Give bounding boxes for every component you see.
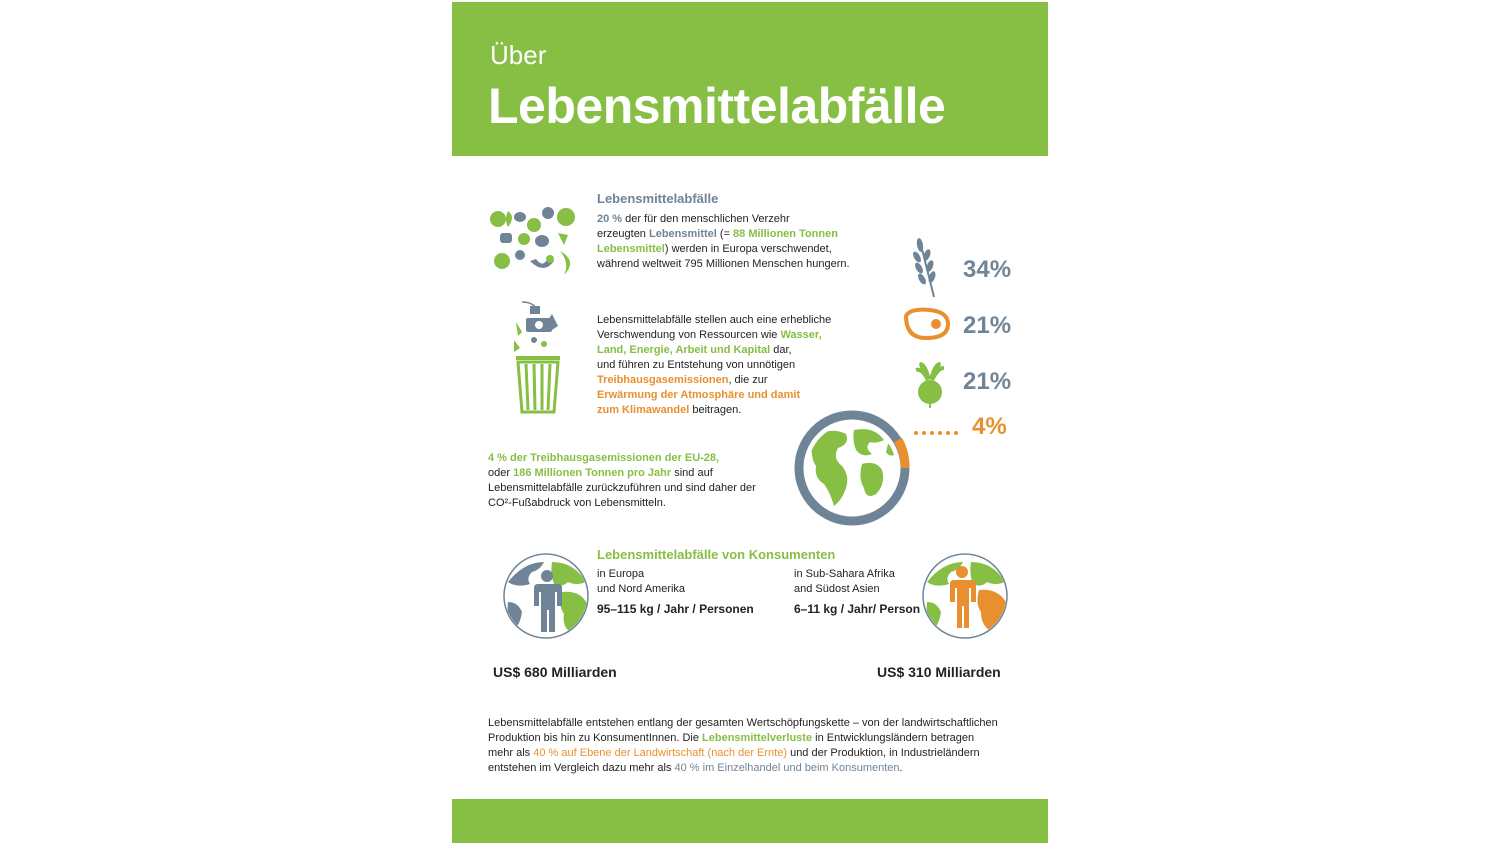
section1-paragraph bbox=[597, 212, 897, 272]
meat-steak-icon bbox=[902, 306, 950, 340]
section2-line7b: beitragen. bbox=[689, 404, 742, 416]
bottom-line2b: Lebensmittelverluste bbox=[702, 732, 813, 744]
section2-line2a: Verschwendung von Ressourcen wie bbox=[597, 329, 781, 341]
section2-line6: Erwärmung der Atmosphäre und damit bbox=[597, 389, 801, 401]
consumers-left-line2: und Nord Amerika bbox=[597, 583, 686, 595]
earth-emissions-ring-icon bbox=[792, 408, 912, 528]
section1-text-b: der für den menschlichen Verzehr bbox=[622, 213, 790, 225]
bottom-line4c: . bbox=[899, 762, 903, 774]
section2-line3a: Land, Energie, Arbeit und Kapital bbox=[597, 344, 771, 356]
section1-text-e: (= bbox=[716, 228, 734, 240]
bottom-line3a: mehr als bbox=[488, 747, 534, 759]
consumers-right-line2: and Südost Asien bbox=[794, 583, 880, 595]
consumers-left-line1: in Europa bbox=[597, 568, 645, 580]
bottom-line3c: und der Produktion, in Industrieländern bbox=[787, 747, 980, 759]
money-left: US$ 680 Milliarden bbox=[493, 664, 617, 680]
footer-banner bbox=[452, 799, 1048, 843]
section3-paragraph bbox=[488, 451, 788, 511]
wheat-icon bbox=[912, 235, 942, 299]
section3-line3: Lebensmittelabfälle zurückzuführen und sind daher der bbox=[488, 482, 756, 494]
vegetable-percentage: 21% bbox=[963, 368, 1012, 395]
globe-person-africa-icon bbox=[921, 552, 1009, 640]
dotted-connector bbox=[912, 428, 964, 438]
consumers-heading: Lebensmittelabfälle von Konsumenten bbox=[597, 547, 836, 562]
section1-text-20pct: 20 % bbox=[597, 213, 623, 225]
bottom-line1: Lebensmittelabfälle entstehen entlang der gesamten Wertschöpfungskette – von der landwirtschaftlichen bbox=[488, 717, 998, 729]
trash-can-waste-icon bbox=[508, 300, 570, 414]
earth-percentage: 4% bbox=[972, 413, 1007, 440]
beetroot-icon bbox=[910, 360, 950, 408]
section2-line5a: Treibhausgasemissionen bbox=[597, 374, 729, 386]
section2-line2b: Wasser, bbox=[780, 329, 822, 341]
grain-percentage: 34% bbox=[963, 256, 1012, 283]
section1-text-lebensmittel2: Lebensmittel bbox=[597, 243, 665, 255]
bottom-line4b: 40 % im Einzelhandel und beim Konsumenten bbox=[674, 762, 900, 774]
meat-percentage: 21% bbox=[963, 312, 1012, 339]
food-assortment-icon bbox=[488, 203, 584, 277]
bottom-paragraph bbox=[488, 716, 1028, 776]
bottom-line2c: in Entwicklungsländern betragen bbox=[812, 732, 975, 744]
section3-line2b: 186 Millionen Tonnen pro Jahr bbox=[513, 467, 672, 479]
section1-text-88mio: 88 Millionen Tonnen bbox=[733, 228, 838, 240]
consumers-left-value: 95–115 kg / Jahr / Personen bbox=[597, 602, 754, 616]
section2-line3b: dar, bbox=[770, 344, 792, 356]
section1-text-i: während weltweit 795 Millionen Menschen hungern. bbox=[597, 258, 850, 270]
header-title: Lebensmittelabfälle bbox=[488, 78, 946, 134]
bottom-line4a: entstehen im Vergleich dazu mehr als bbox=[488, 762, 675, 774]
section1-text-c: erzeugten bbox=[597, 228, 649, 240]
section3-line2a: oder bbox=[488, 467, 514, 479]
consumers-left-text bbox=[597, 567, 777, 597]
section2-line7a: zum Klimawandel bbox=[597, 404, 690, 416]
header-banner bbox=[452, 2, 1048, 156]
globe-person-europe-icon bbox=[502, 552, 590, 640]
section2-paragraph bbox=[597, 313, 857, 418]
consumers-right-text bbox=[794, 567, 934, 597]
section3-line2c: sind auf bbox=[671, 467, 713, 479]
section1-heading: Lebensmittelabfälle bbox=[597, 191, 719, 206]
money-right: US$ 310 Milliarden bbox=[877, 664, 1001, 680]
section2-line5b: , die zur bbox=[728, 374, 768, 386]
bottom-line3b: 40 % auf Ebene der Landwirtschaft (nach der Ernte) bbox=[533, 747, 788, 759]
section2-line4: und führen zu Entstehung von unnötigen bbox=[597, 359, 796, 371]
header-super-title: Über bbox=[490, 40, 547, 70]
section3-line1: 4 % der Treibhausgasemissionen der EU-28, bbox=[488, 452, 720, 464]
section1-text-lebensmittel: Lebensmittel bbox=[648, 228, 717, 240]
bottom-line2a: Produktion bis hin zu KonsumentInnen. Die bbox=[488, 732, 703, 744]
consumers-right-line1: in Sub-Sahara Afrika bbox=[794, 568, 895, 580]
consumers-right-value: 6–11 kg / Jahr/ Person bbox=[794, 602, 921, 616]
section1-text-h: ) werden in Europa verschwendet, bbox=[664, 243, 832, 255]
infographic-page bbox=[452, 0, 1048, 844]
section3-line4: CO²-Fußabdruck von Lebensmitteln. bbox=[488, 497, 666, 509]
section2-line1: Lebensmittelabfälle stellen auch eine erhebliche bbox=[597, 314, 832, 326]
